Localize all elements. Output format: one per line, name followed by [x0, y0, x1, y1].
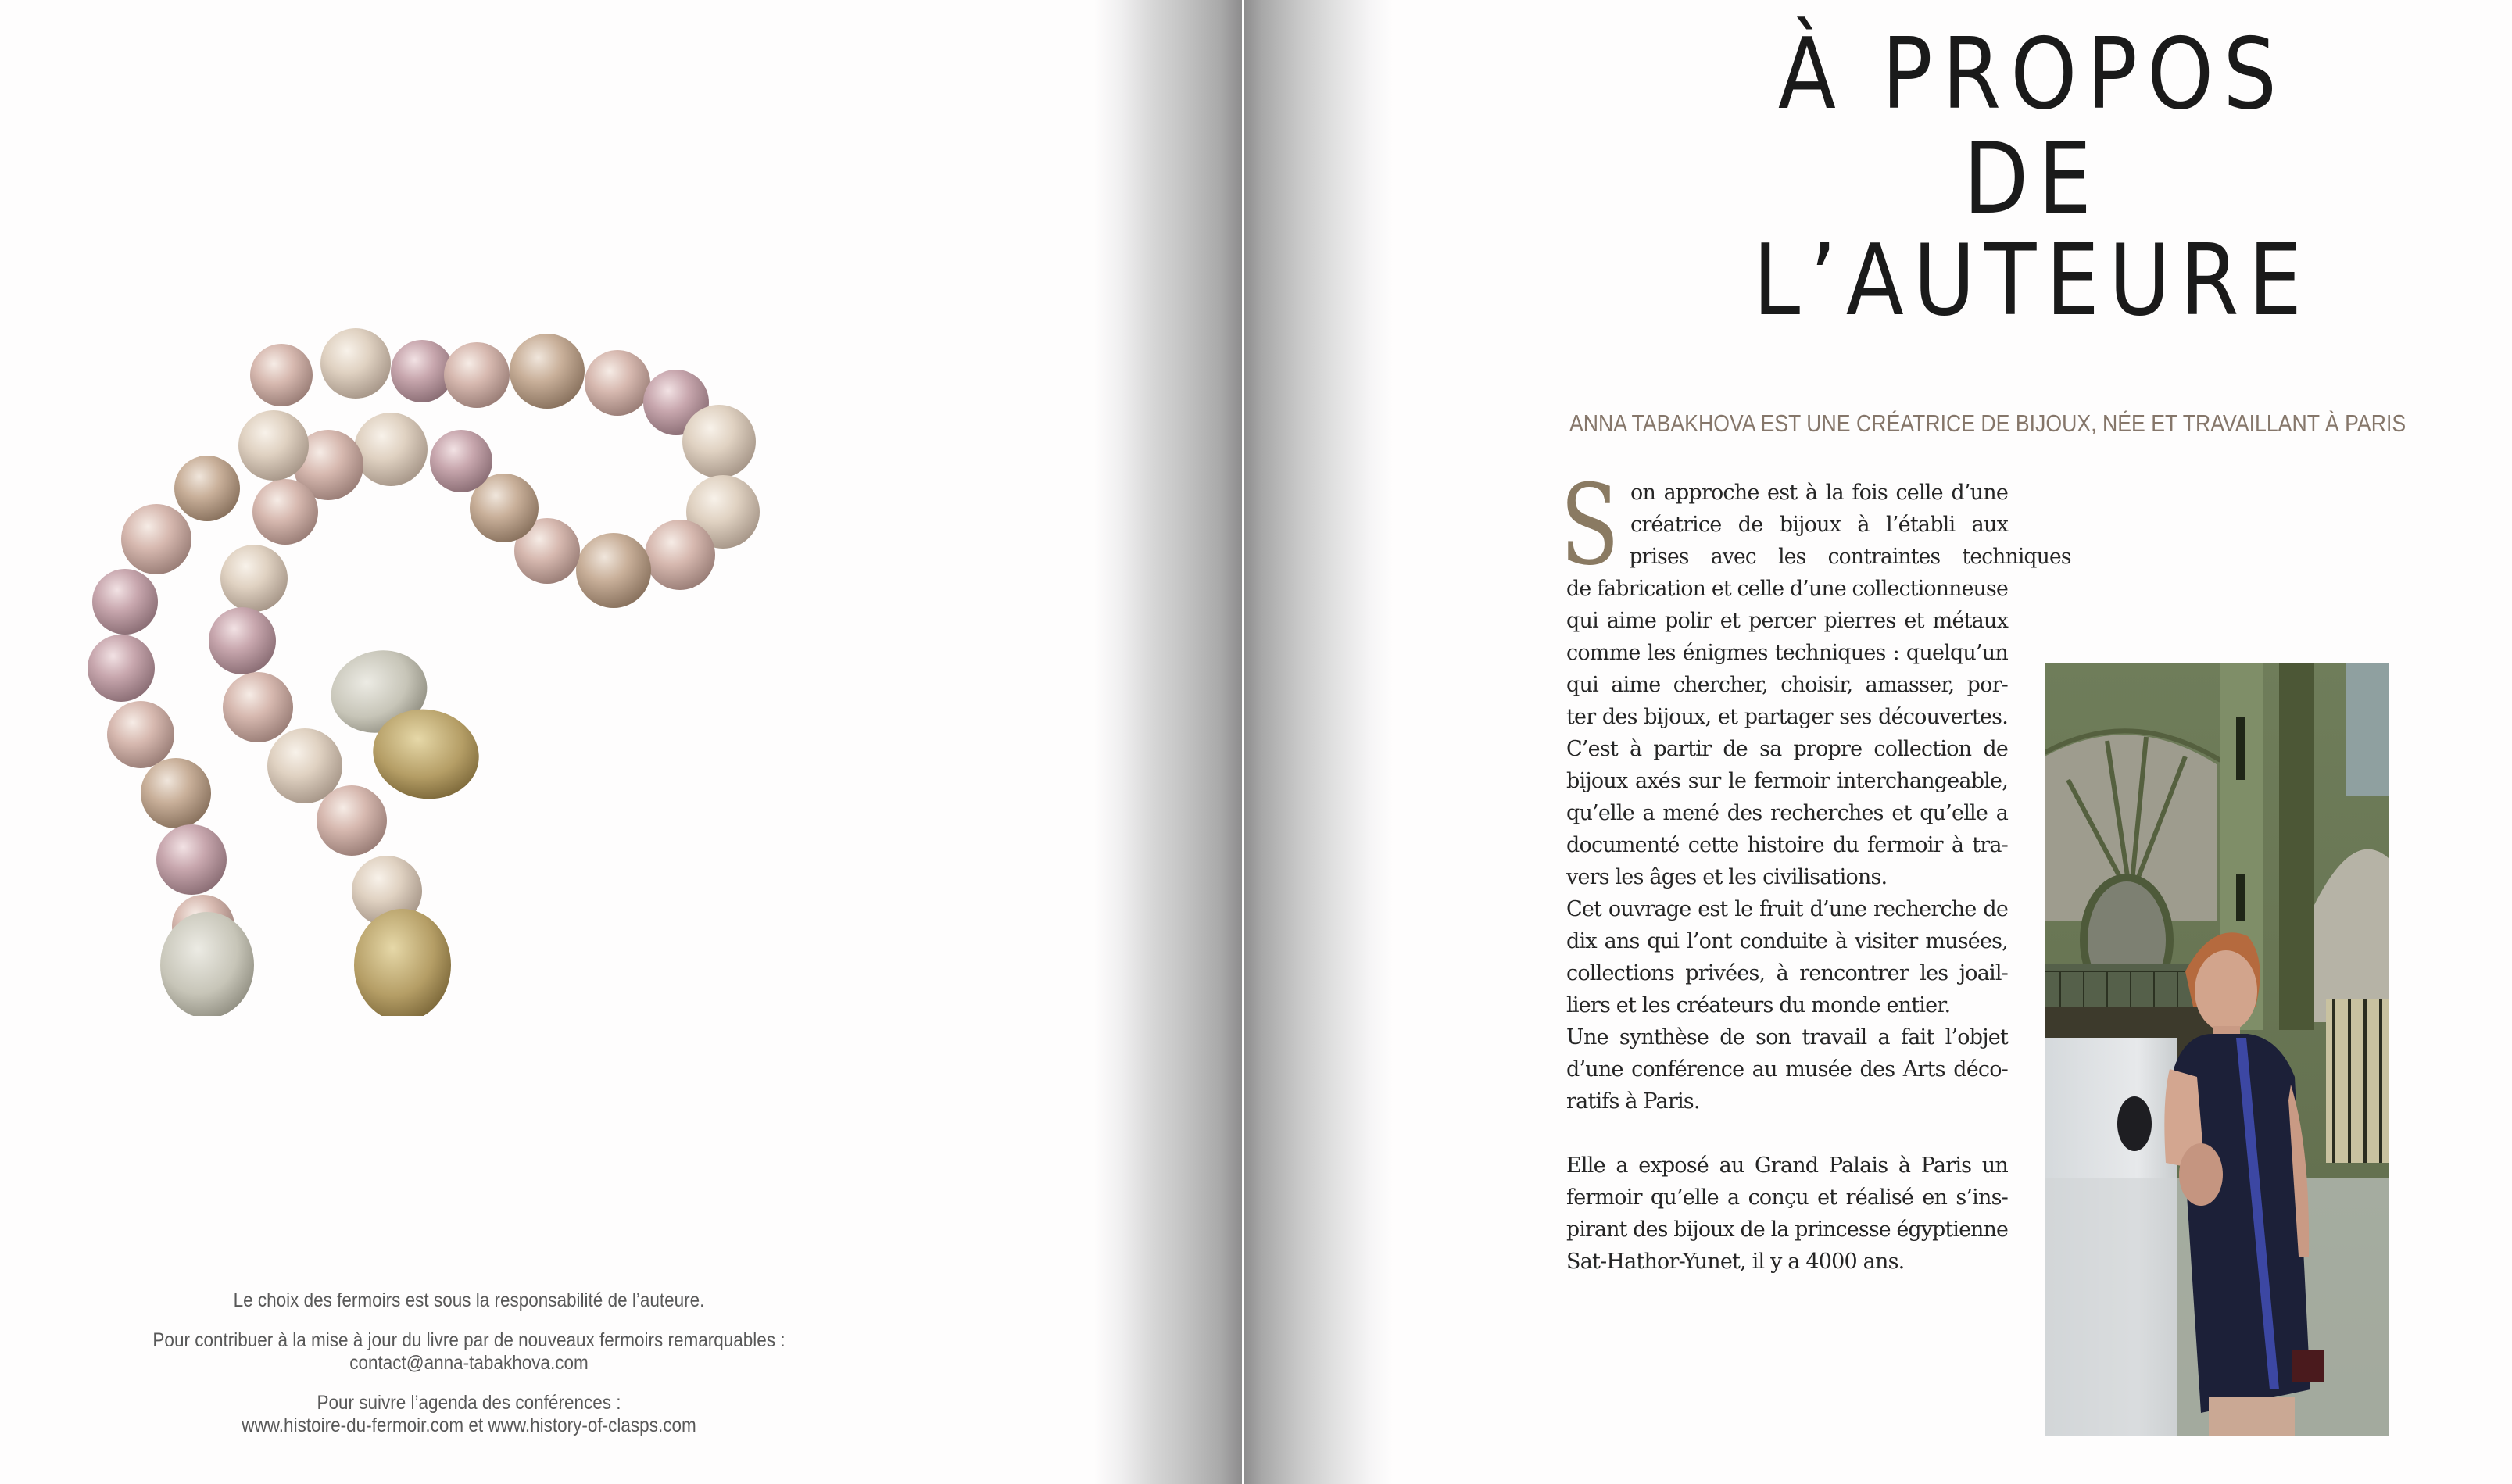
bio-line: comme les énigmes techniques : quelqu’un	[1566, 641, 2008, 665]
page-title-line-2: DE L’AUTEURE	[1752, 121, 2312, 338]
responsibility-note: Le choix des fermoirs est sous la responsabilité de l’auteure.	[233, 1289, 705, 1311]
author-subtitle: ANNA TABAKHOVA EST UNE CRÉATRICE DE BIJOUX, NÉE ET TRAVAILLANT À PARIS	[1569, 409, 2406, 437]
author-photo	[2045, 663, 2389, 1436]
left-page-captions	[78, 1289, 860, 1437]
bio-line: pirant des bijoux de la princesse égyptienne	[1566, 1218, 2009, 1242]
bio-line: ratifs à Paris.	[1566, 1089, 1700, 1114]
bio-line: ter des bijoux, et partager ses découvertes.	[1566, 705, 2008, 729]
bio-line: qu’elle a mené des recherches et qu’elle a	[1566, 801, 2008, 825]
websites-link[interactable]: www.histoire-du-fermoir.com et www.history-of-clasps.com	[242, 1414, 696, 1436]
bio-line: liers et les créateurs du monde entier.	[1566, 993, 1951, 1017]
page-title	[1641, 16, 2423, 338]
necklace-pearls	[88, 328, 760, 957]
contribute-label: Pour contribuer à la mise à jour du livre par de nouveaux fermoirs remarquables :	[152, 1329, 785, 1351]
bio-line: documenté cette histoire du fermoir à tra-	[1566, 833, 2008, 857]
bio-line: de fabrication et celle d’une collectionneuse	[1566, 577, 2009, 601]
bio-line: créatrice de bijoux à l’établi aux	[1630, 513, 2008, 537]
contact-email-link[interactable]: contact@anna-tabakhova.com	[349, 1352, 589, 1374]
book-gutter-shadow-right	[1244, 0, 1393, 1484]
bio-line: prises avec les contraintes techniques	[1629, 545, 2071, 569]
author-bio	[1566, 477, 2071, 1278]
bio-line: collections privées, à rencontrer les joail-	[1566, 961, 2008, 985]
bio-line: dix ans qui l’ont conduite à visiter musées,	[1566, 929, 2008, 953]
bio-line: bijoux axés sur le fermoir interchangeable,	[1566, 769, 2008, 793]
bio-line: Sat-Hathor-Yunet, il y a 4000 ans.	[1566, 1250, 1905, 1274]
page-title-line-1: À PROPOS	[1777, 16, 2287, 131]
bio-line: on approche est à la fois celle d’une	[1630, 481, 2008, 505]
bio-line: Une synthèse de son travail a fait l’objet	[1566, 1025, 2008, 1050]
pearl-necklace-image	[78, 328, 828, 1016]
bio-line: qui aime polir et percer pierres et métaux	[1566, 609, 2008, 633]
bio-line: fermoir qu’elle a conçu et réalisé en s’ins-	[1566, 1185, 2008, 1210]
agenda-label: Pour suivre l’agenda des conférences :	[317, 1392, 621, 1414]
book-gutter-shadow-left	[1094, 0, 1243, 1484]
bio-line: vers les âges et les civilisations.	[1566, 865, 1888, 889]
bio-line: qui aime chercher, choisir, amasser, por-	[1566, 673, 2008, 697]
bio-line: d’une conférence au musée des Arts déco-	[1566, 1057, 2008, 1082]
bio-line: C’est à partir de sa propre collection de	[1566, 737, 2008, 761]
bio-line: Cet ouvrage est le fruit d’une recherche de	[1566, 897, 2008, 921]
drop-cap: S	[1560, 461, 1619, 590]
bio-line: Elle a exposé au Grand Palais à Paris un	[1566, 1153, 2008, 1178]
